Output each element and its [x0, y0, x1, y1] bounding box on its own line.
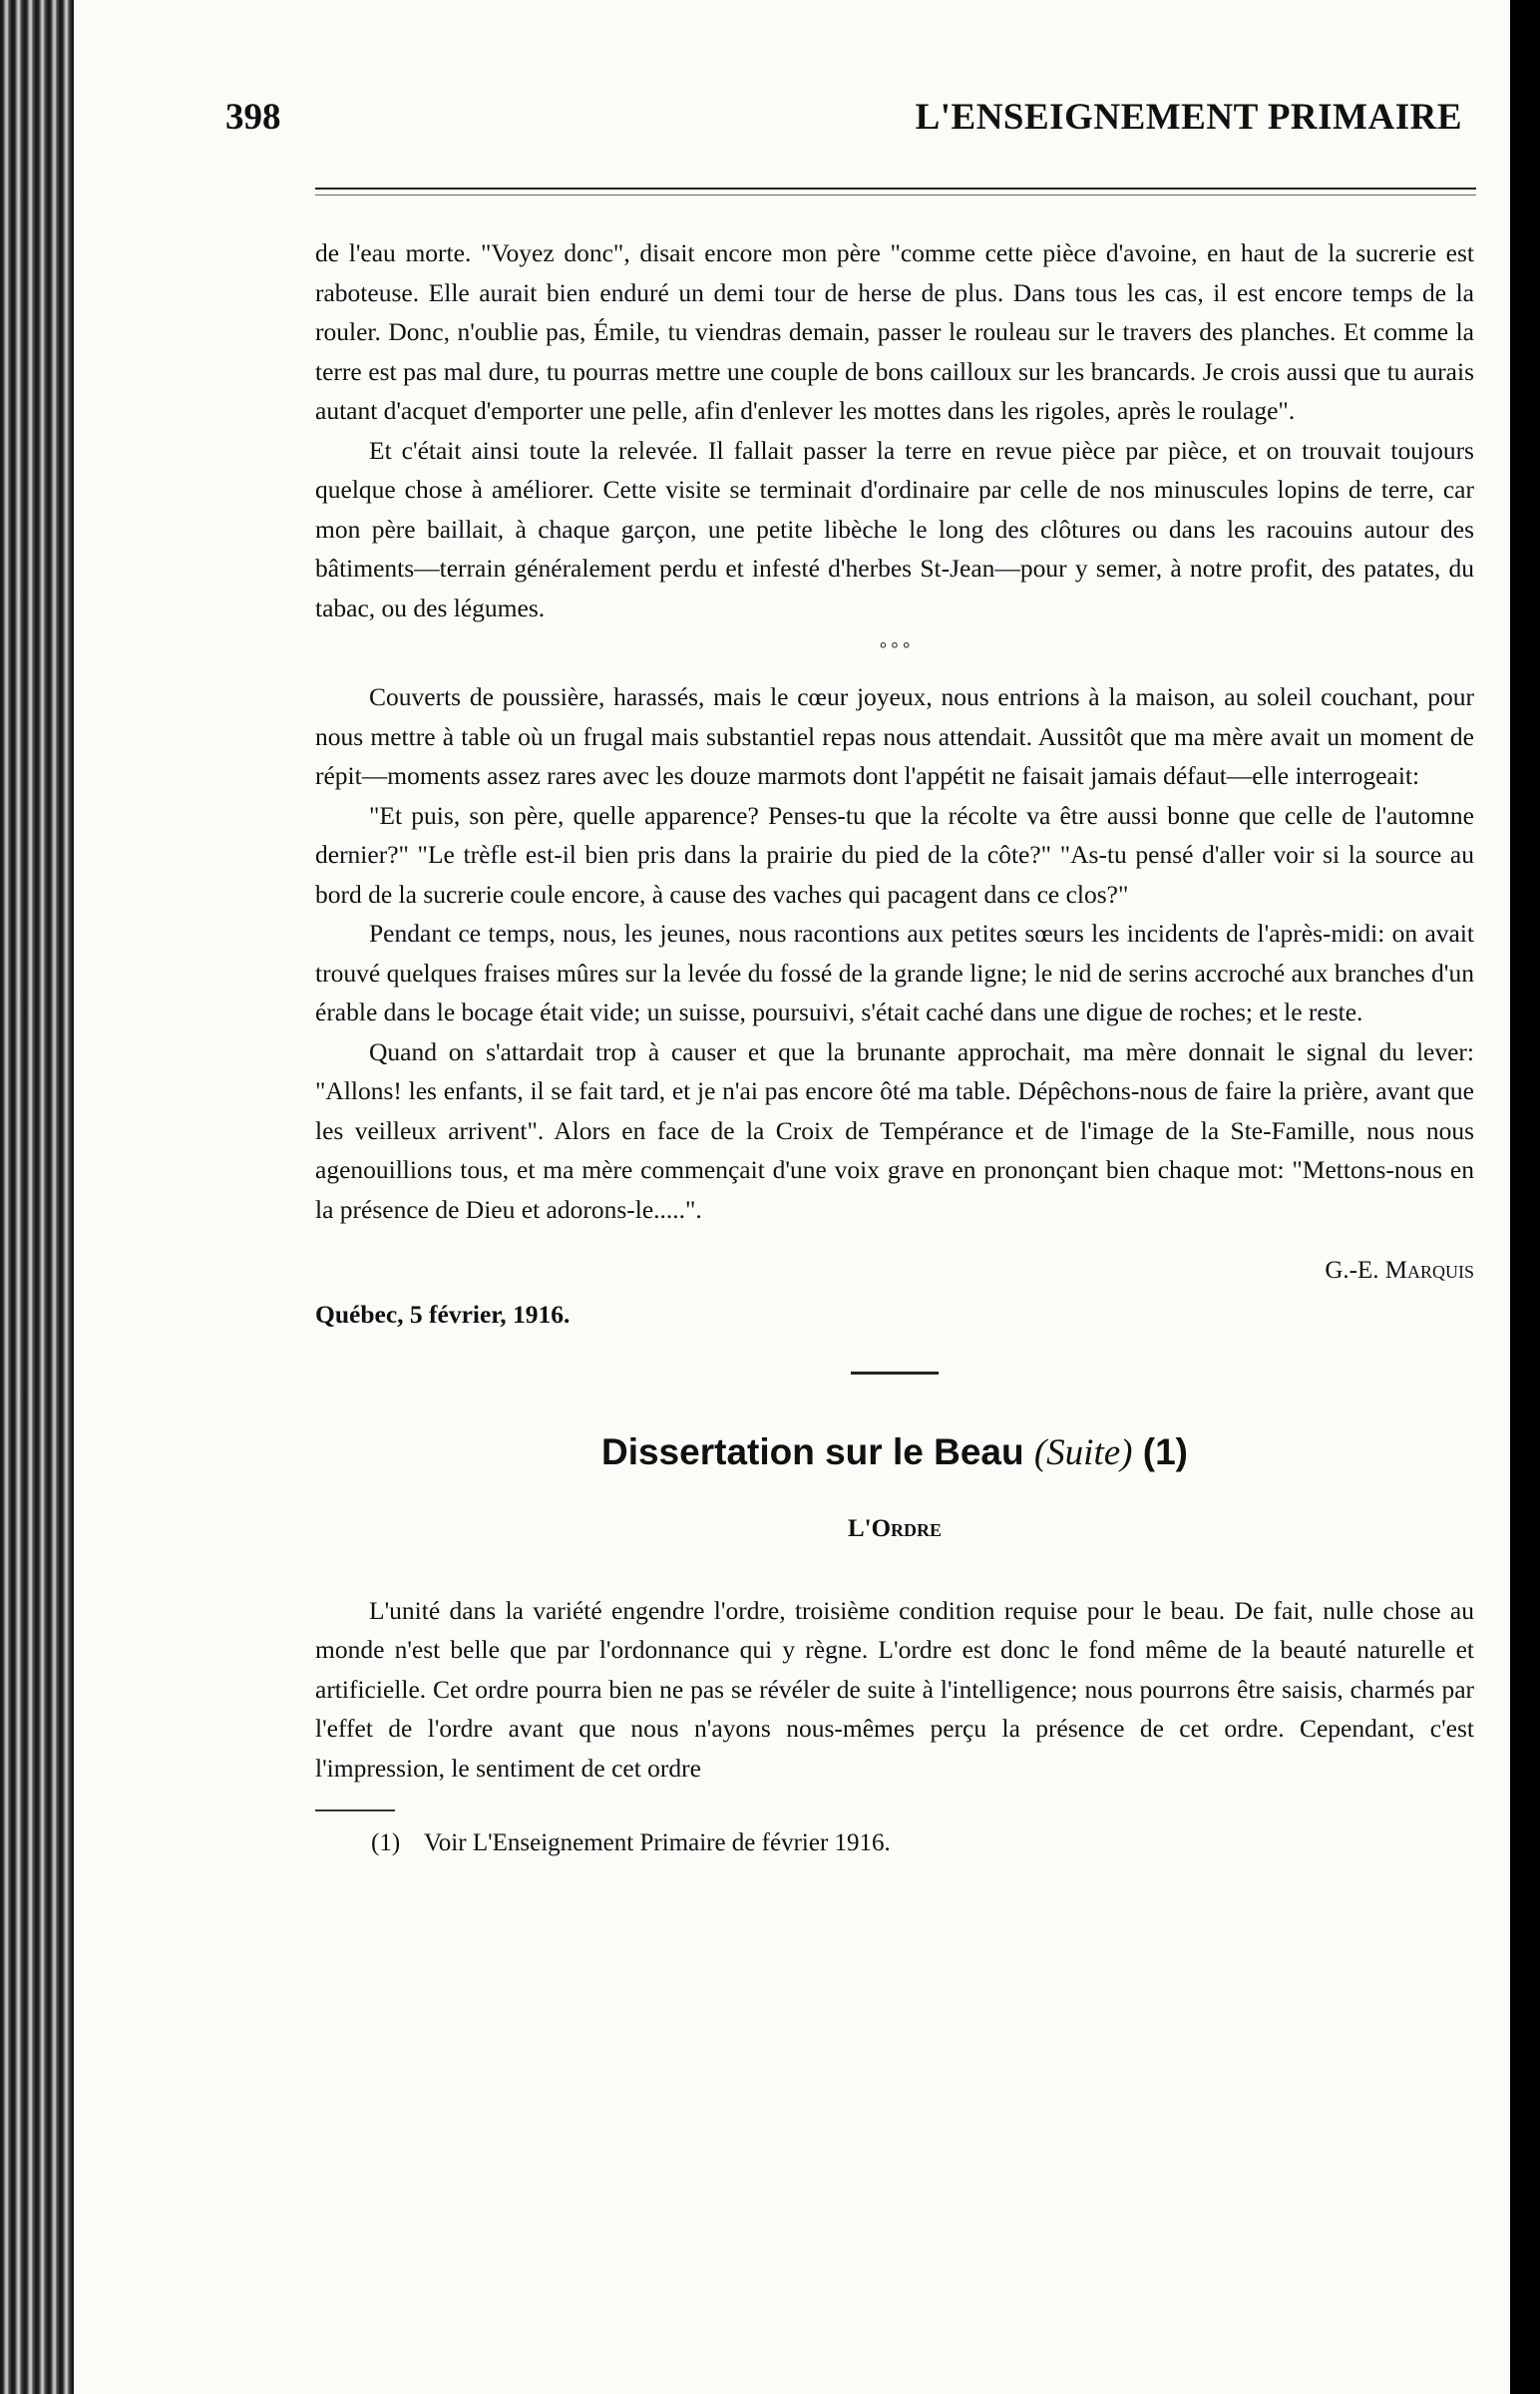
footnote-number: (1) [371, 1829, 401, 1856]
article-title [315, 1430, 1474, 1475]
page-body [315, 233, 1474, 1863]
article-divider [851, 1372, 939, 1375]
article-title-italic: (Suite) [1033, 1432, 1133, 1473]
running-title: L'ENSEIGNEMENT PRIMAIRE [915, 97, 1462, 138]
dateline: Québec, 5 février, 1916. [315, 1299, 571, 1329]
paragraph: "Et puis, son père, quelle apparence? Penses-tu que la récolte va être aussi bonne que celle de l'automne dernier?" "Le trèfle est-il bien pris dans la prairie du pied de la côte?" "As-tu pensé d'aller voir si la source au bord de la sucrerie coule encore, à cause des vaches qui pacagent dans ce clos?" [315, 800, 1474, 909]
footnote [315, 1823, 1474, 1863]
running-header [225, 96, 1462, 146]
paragraph: Couverts de poussière, harassés, mais le cœur joyeux, nous entrions à la maison, au soleil couchant, pour nous mettre à table où un frugal mais substantiel repas nous attendait. Aussitôt que ma mère avait un moment de répit—moments assez rares avec les douze marmots dont l'appétit ne faisait jamais défaut—elle interrogeait: [315, 682, 1474, 790]
author-signature: G.-E. Marquis [1325, 1257, 1474, 1284]
section-separator: ° ° ° [879, 638, 911, 658]
paragraph: L'unité dans la variété engendre l'ordre, troisième condition requise pour le beau. De fait, nulle chose au monde n'est belle que par l'ordonnance qui y règne. L'ordre est donc le fond même de la beauté naturelle et artificielle. Cet ordre pourra bien ne pas se révéler de suite à l'intelligence; nous pourrons être saisis, charmés par l'effet de l'ordre avant que nous n'ayons nous-mêmes perçu la présence de cet ordre. Cependant, c'est l'impression, le sentiment de cet ordre [315, 1595, 1474, 1783]
book-binding-edge [0, 0, 74, 2394]
article-title-text: Dissertation sur le Beau [600, 1431, 1024, 1472]
article-title-note: (1) [1142, 1431, 1188, 1472]
paragraph: Et c'était ainsi toute la relevée. Il fallait passer la terre en revue pièce par pièce, et on trouvait toujours quelque chose à améliorer. Cette visite se terminait d'ordinaire par celle de nos minuscules lopins de terre, car mon père baillait, à chaque garçon, une petite libèche le long des clôtures ou dans les racouins autour des bâtiments—terrain généralement perdu et infesté d'herbes St-Jean—pour y semer, à notre profit, des patates, du tabac, ou des légumes. [315, 435, 1474, 622]
paragraph: Pendant ce temps, nous, les jeunes, nous racontions aux petites sœurs les incidents de l'après-midi: on avait trouvé quelques fraises mûres sur la levée du fossé de la grande ligne; le nid de serins accroché aux branches d'un érable dans le bocage était vide; un suisse, poursuivi, s'était caché dans une digue de roches; et le reste. [315, 919, 1474, 1026]
paragraph: de l'eau morte. "Voyez donc", disait encore mon père "comme cette pièce d'avoine, en haut de la sucrerie est raboteuse. Elle aurait bien enduré un demi tour de herse de plus. Dans tous les cas, il est encore temps de la rouler. Donc, n'oublie pas, Émile, tu viendras demain, passer le rouleau sur le travers des planches. Et comme la terre est pas mal dure, tu pourras mettre une couple de bons cailloux sur les brancards. Je crois aussi que tu aurais autant d'acquet d'emporter une pelle, afin d'enlever les mottes dans les rigoles, après le roulage". [315, 238, 1474, 425]
article-subtitle: L'Ordre [847, 1515, 943, 1542]
footnote-rule [315, 1809, 395, 1811]
paragraph: Quand on s'attardait trop à causer et que la brunante approchait, ma mère donnait le signal du lever: "Allons! les enfants, il se fait tard, et je n'ai pas encore ôté ma table. Dépêchons-nous de faire la prière, avant que les veilleux arrivent". Alors en face de la Croix de Tempérance et de l'image de la Ste-Famille, nous nous agenouillions tous, et ma mère commençait d'une voix grave en prononçant bien chaque mot: "Mettons-nous en la présence de Dieu et adorons-le.....". [315, 1036, 1474, 1224]
footnote-text: Voir L'Enseignement Primaire de février 1916. [423, 1829, 891, 1856]
page-number: 398 [225, 97, 281, 138]
header-rule [315, 188, 1476, 196]
page-right-edge [1510, 0, 1540, 2394]
